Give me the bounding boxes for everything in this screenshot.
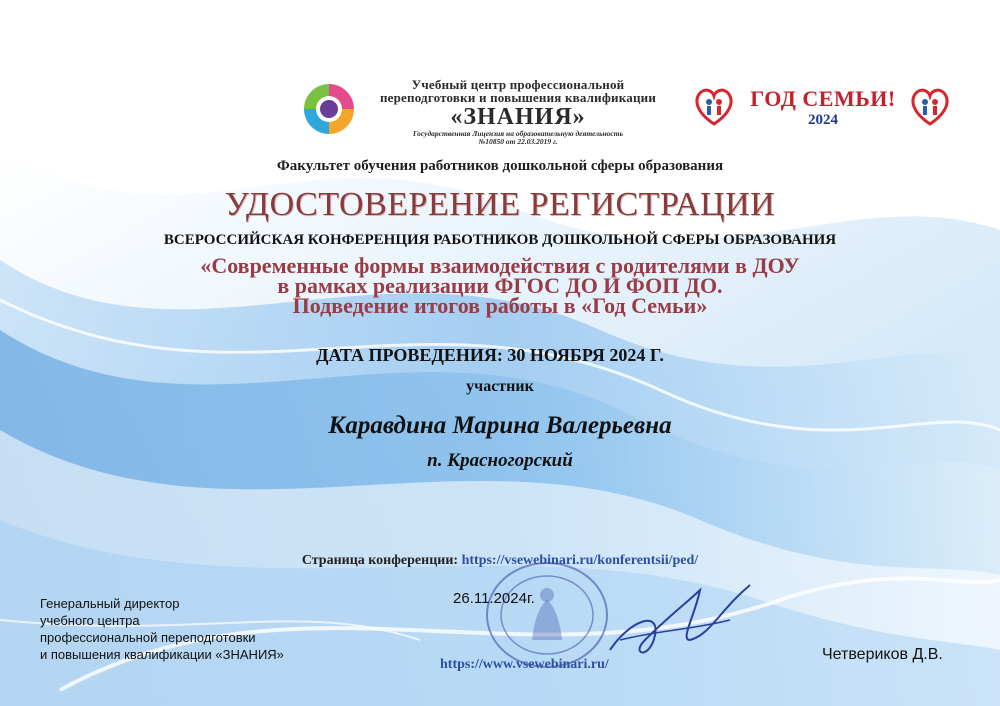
family-heart-icon — [692, 84, 736, 128]
director-block — [40, 596, 284, 664]
topic-line-2: в рамках реализации ФГОС ДО И ФОП ДО. — [277, 273, 723, 299]
topic-line-3: Подведение итогов работы в «Год Семьи» — [292, 293, 708, 319]
certificate-title: УДОСТОВЕРЕНИЕ РЕГИСТРАЦИИ — [224, 186, 776, 223]
director-line-1: Генеральный директор — [40, 596, 180, 611]
org-line-2: переподготовки и повышения квалификации — [379, 90, 657, 105]
site-url — [440, 657, 609, 673]
org-name: «ЗНАНИЯ» — [450, 104, 586, 130]
signature-icon — [600, 580, 760, 670]
org-line-1: Учебный центр профессиональной — [411, 77, 625, 92]
conference-name: ВСЕРОССИЙСКАЯ КОНФЕРЕНЦИЯ РАБОТНИКОВ ДОШКОЛЬНОЙ СФЕРЫ ОБРАЗОВАНИЯ — [163, 232, 837, 248]
znaniya-logo-icon — [298, 78, 360, 140]
family-heart-icon-right — [908, 84, 952, 128]
director-line-3: профессиональной переподготовки — [40, 629, 256, 645]
participant-name: Каравдина Марина Валерьевна — [328, 412, 672, 439]
conference-page-label: Страница конференции: — [301, 553, 459, 568]
year-of-family-emblem — [748, 86, 898, 129]
site-link[interactable]: https://www.vsewebinari.ru/ — [440, 657, 609, 672]
license-line-2: №10850 от 22.03.2019 г. — [478, 136, 558, 146]
issue-date: 26.11.2024г. — [453, 590, 535, 607]
conference-page-link[interactable]: https://vsewebinari.ru/konferentsii/ped/ — [461, 553, 699, 568]
director-line-2: учебного центра — [40, 612, 140, 628]
participant-role: участник — [466, 378, 534, 395]
participant-place: п. Красногорский — [427, 450, 573, 471]
director-line-4: и повышения квалификации «ЗНАНИЯ» — [40, 646, 284, 662]
seal-stamp-icon — [482, 560, 612, 670]
org-logo-text — [368, 78, 668, 145]
signer-name: Четвериков Д.В. — [822, 646, 943, 663]
year-of-family-year: 2024 — [808, 112, 838, 128]
license-line-1: Государственная Лицензия на образовательную деятельность — [412, 129, 624, 138]
conference-topic — [120, 253, 880, 319]
faculty-name: Факультет обучения работников дошкольной сферы образования — [276, 158, 724, 174]
event-date: ДАТА ПРОВЕДЕНИЯ: 30 НОЯБРЯ 2024 Г. — [316, 345, 664, 365]
year-of-family-title: ГОД СЕМЬИ! — [750, 86, 896, 111]
topic-line-1: «Современные формы взаимодействия с родителями в ДОУ — [200, 253, 800, 278]
